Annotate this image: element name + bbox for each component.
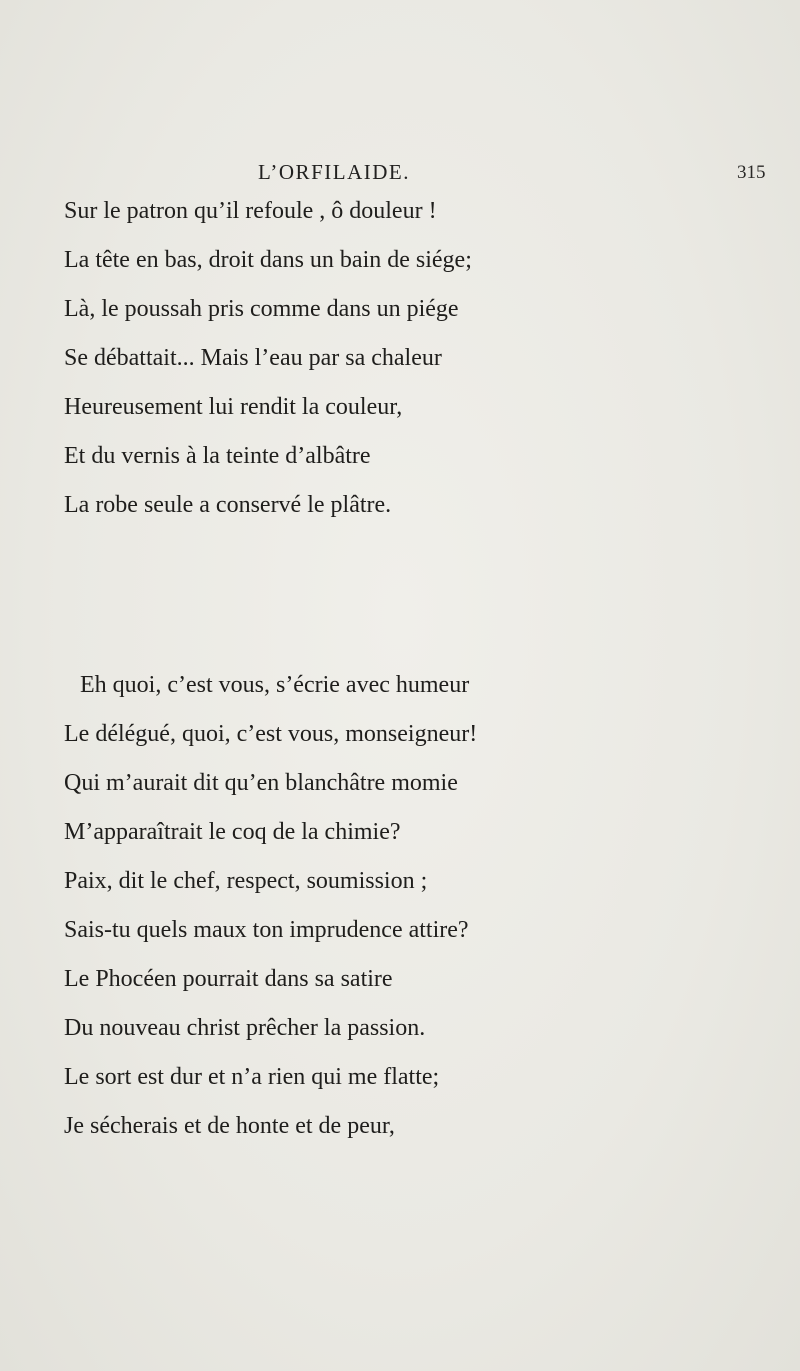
verse-line: Sais-tu quels maux ton imprudence attire? (64, 917, 469, 943)
page-header (0, 156, 800, 196)
verse-line: Le Phocéen pourrait dans sa satire (64, 966, 393, 992)
verse-line: Paix, dit le chef, respect, soumission ; (64, 868, 428, 894)
verse-line: La robe seule a conservé le plâtre. (64, 492, 392, 518)
running-title: L’ORFILAIDE. (258, 160, 410, 184)
verse-line: Le sort est dur et n’a rien qui me flatte; (64, 1064, 440, 1090)
verse-line: Le délégué, quoi, c’est vous, monseigneur! (64, 721, 478, 747)
verse-line: M’apparaîtrait le coq de la chimie? (64, 819, 401, 845)
verse-line: Heureusement lui rendit la couleur, (64, 394, 403, 420)
verse-line: Eh quoi, c’est vous, s’écrie avec humeur (80, 672, 470, 698)
page-number: 315 (737, 162, 766, 183)
verse-line: Là, le poussah pris comme dans un piége (64, 296, 459, 322)
verse-line: Sur le patron qu’il refoule , ô douleur ! (64, 198, 437, 224)
verse-line: Et du vernis à la teinte d’albâtre (64, 443, 371, 469)
verse-line: Qui m’aurait dit qu’en blanchâtre momie (64, 770, 458, 796)
verse-line: Se débattait... Mais l’eau par sa chaleur (64, 345, 442, 371)
verse-line: Je sécherais et de honte et de peur, (64, 1113, 395, 1139)
verse-line: Du nouveau christ prêcher la passion. (64, 1015, 426, 1041)
verse-line: La tête en bas, droit dans un bain de siége; (64, 247, 472, 273)
